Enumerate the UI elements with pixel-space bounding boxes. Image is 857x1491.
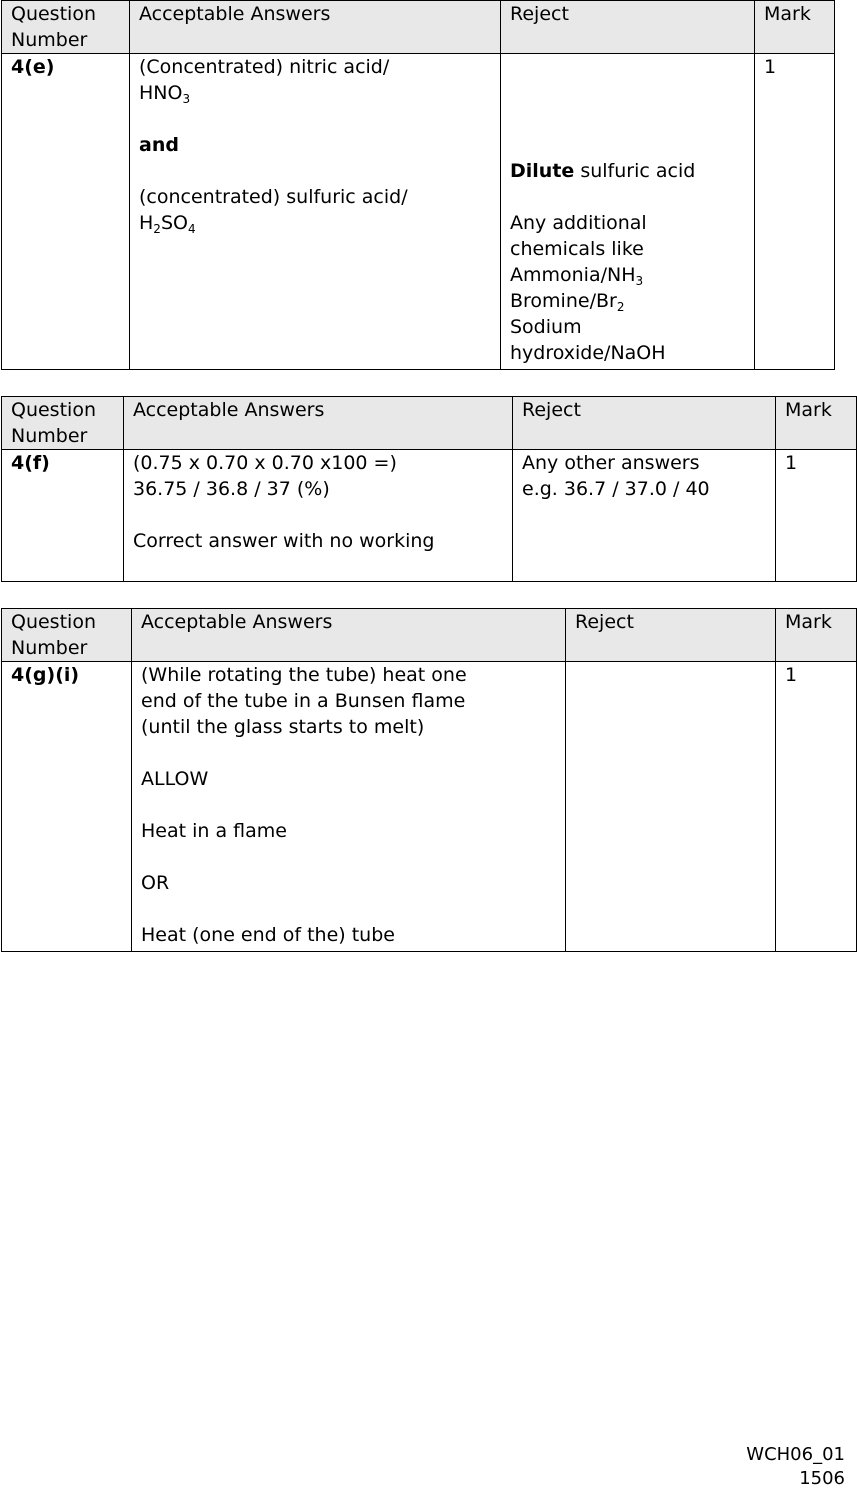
table-row (2, 450, 857, 582)
answer-line: end of the tube in a Bunsen flame (141, 690, 466, 712)
formula-text: HNO (139, 82, 183, 104)
question-number: 4(e) (11, 56, 55, 78)
mark-scheme-table-4f (1, 396, 857, 582)
reject-line: e.g. 36.7 / 37.0 / 40 (522, 478, 710, 500)
formula-subscript: 2 (616, 300, 625, 314)
page-footer (746, 1443, 845, 1491)
acceptable-answers-cell (130, 54, 501, 370)
mark-cell (755, 54, 835, 370)
answer-alternative: Heat (one end of the) tube (141, 924, 395, 946)
header-reject: Reject (501, 1, 755, 54)
formula-subscript: 4 (187, 222, 196, 236)
header-mark: Mark (755, 1, 835, 54)
formula-text: SO (160, 212, 188, 234)
answer-formula (139, 80, 491, 106)
answer-line: 36.75 / 36.8 / 37 (%) (133, 478, 330, 500)
reject-line (510, 158, 745, 184)
reject-line (510, 262, 745, 288)
acceptable-answers-cell (124, 450, 513, 582)
reject-emphasis: Dilute (510, 160, 575, 182)
reject-text: Ammonia/NH (510, 264, 636, 286)
header-mark: Mark (776, 609, 857, 662)
table-row (2, 54, 835, 370)
answer-line: (While rotating the tube) heat one (141, 664, 467, 686)
header-reject: Reject (566, 609, 776, 662)
answer-line: (until the glass starts to melt) (141, 716, 425, 738)
header-acceptable-answers: Acceptable Answers (130, 1, 501, 54)
mark-scheme-table-4gi (1, 608, 857, 952)
reject-text: sulfuric acid (574, 160, 696, 182)
footer-series-number: 1506 (799, 1468, 845, 1489)
answer-line: (concentrated) sulfuric acid/ (139, 186, 408, 208)
question-number: 4(g)(i) (11, 664, 80, 686)
header-question-number: Question Number (2, 397, 124, 450)
reject-line: Any additional (510, 212, 647, 234)
mark-value: 1 (785, 664, 798, 686)
header-row (2, 397, 857, 450)
mark-value: 1 (764, 56, 777, 78)
reject-text: Bromine/Br (510, 290, 617, 312)
reject-line: hydroxide/NaOH (510, 342, 666, 364)
table-row (2, 662, 857, 952)
header-mark: Mark (776, 397, 857, 450)
answer-line: Correct answer with no working (133, 530, 435, 552)
footer-paper-code: WCH06_01 (746, 1444, 845, 1465)
mark-cell (776, 662, 857, 952)
reject-line: Sodium (510, 316, 582, 338)
question-number-cell (2, 662, 132, 952)
header-acceptable-answers: Acceptable Answers (124, 397, 513, 450)
header-acceptable-answers: Acceptable Answers (132, 609, 566, 662)
answer-allow: ALLOW (141, 768, 209, 790)
header-reject: Reject (513, 397, 776, 450)
header-row (2, 609, 857, 662)
answer-line: (Concentrated) nitric acid/ (139, 56, 390, 78)
formula-text: H (139, 212, 154, 234)
reject-cell (513, 450, 776, 582)
header-row (2, 1, 835, 54)
answer-line: (0.75 x 0.70 x 0.70 x100 =) (133, 452, 397, 474)
answer-alternative: Heat in a flame (141, 820, 287, 842)
question-number: 4(f) (11, 452, 50, 474)
mark-cell (776, 450, 857, 582)
answer-connector: and (139, 134, 179, 156)
answer-or: OR (141, 872, 170, 894)
reject-cell (501, 54, 755, 370)
reject-line (510, 288, 745, 314)
formula-subscript: 3 (182, 92, 191, 106)
reject-line: Any other answers (522, 452, 700, 474)
header-question-number: Question Number (2, 609, 132, 662)
formula-subscript: 3 (635, 274, 644, 288)
acceptable-answers-cell (132, 662, 566, 952)
reject-cell (566, 662, 776, 952)
reject-line: chemicals like (510, 238, 644, 260)
mark-scheme-table-4e (1, 0, 835, 370)
question-number-cell (2, 54, 130, 370)
question-number-cell (2, 450, 124, 582)
formula-subscript: 2 (153, 222, 161, 236)
header-question-number: Question Number (2, 1, 130, 54)
answer-formula (139, 210, 491, 236)
mark-value: 1 (785, 452, 798, 474)
